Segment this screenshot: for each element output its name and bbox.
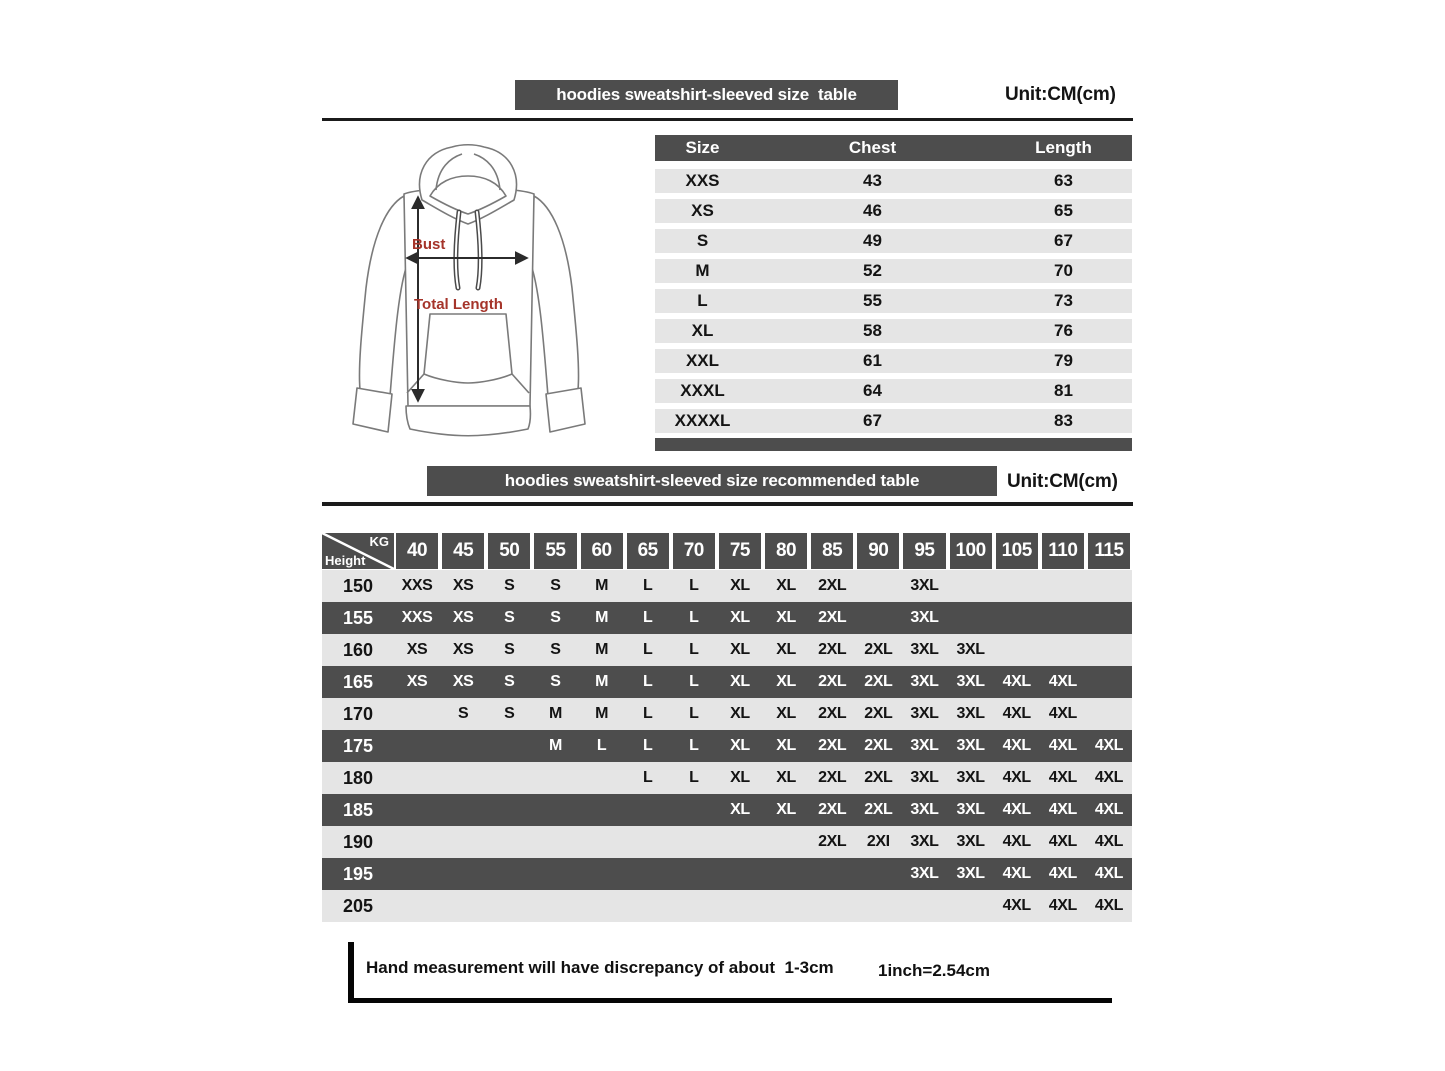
weight-header-cell: 75 [719, 533, 761, 569]
matrix-size-cell: 2XL [864, 673, 893, 690]
size-table-cell: XXS [685, 171, 720, 190]
matrix-size-cell: XL [776, 673, 796, 690]
footnote-underline [348, 998, 1112, 1003]
matrix-size-cell: XS [452, 673, 474, 690]
kg-axis-label: KG [369, 534, 389, 549]
weight-header-cell: 100 [950, 533, 992, 569]
size-table-cell: 67 [1054, 231, 1073, 250]
matrix-row [322, 730, 1132, 762]
matrix-size-cell: S [550, 609, 561, 626]
matrix-size-cell: 4XL [1002, 865, 1031, 882]
matrix-size-cell: 3XL [956, 865, 985, 882]
size-table-cell: XXXXL [674, 411, 731, 430]
size-table-cell: 83 [1054, 411, 1073, 430]
matrix-size-cell: L [643, 705, 653, 722]
weight-header-cell: 70 [673, 533, 715, 569]
matrix-size-cell: XL [776, 609, 796, 626]
matrix-header [322, 533, 1132, 569]
matrix-size-cell: XL [776, 769, 796, 786]
matrix-size-cell: L [596, 737, 607, 754]
weight-header-cell: 55 [534, 533, 576, 569]
matrix-size-cell: S [504, 641, 515, 658]
matrix-size-cell: 3XL [910, 641, 939, 658]
matrix-size-cell: 3XL [956, 737, 985, 754]
matrix-size-cell: 2XI [866, 833, 890, 850]
size-table [655, 135, 1132, 451]
matrix-size-cell: 3XL [910, 865, 939, 882]
matrix-size-cell: XL [730, 577, 750, 594]
size-table-cell: 61 [863, 351, 882, 370]
matrix-size-cell: L [689, 737, 699, 754]
matrix-row [322, 602, 1132, 634]
matrix-size-cell: 3XL [910, 801, 939, 818]
size-table-cell: 70 [1054, 261, 1073, 280]
size-table-cell: 55 [863, 291, 882, 310]
matrix-size-cell: M [548, 737, 562, 754]
matrix-size-cell: XXS [401, 577, 433, 594]
size-table-title: hoodies sweatshirt-sleeved size table [556, 85, 857, 104]
size-table-cell: 76 [1054, 321, 1073, 340]
matrix-size-cell: 3XL [910, 769, 939, 786]
matrix-size-cell: 2XL [818, 641, 847, 658]
size-table-header [655, 135, 1132, 161]
matrix-size-cell: 2XL [864, 769, 893, 786]
matrix-height-cell: 205 [342, 895, 374, 916]
matrix-size-cell: 4XL [1094, 769, 1124, 786]
size-table-cell: 73 [1054, 291, 1073, 310]
matrix-size-cell: L [689, 609, 699, 626]
middle-divider [322, 502, 1133, 506]
hoodie-cuff-right [546, 388, 585, 432]
matrix-size-cell: L [643, 641, 653, 658]
weight-header-cell: 65 [627, 533, 669, 569]
size-table-cell: 58 [863, 321, 882, 340]
matrix-size-cell: S [504, 673, 515, 690]
matrix-size-cell: 4XL [1002, 833, 1031, 850]
matrix-size-cell: 4XL [1094, 865, 1124, 882]
matrix-size-cell: XS [452, 609, 474, 626]
matrix-size-cell: 2XL [864, 641, 893, 658]
size-table-cell: 43 [863, 171, 882, 190]
matrix-size-cell: XS [406, 673, 428, 690]
matrix-size-cell: M [595, 609, 609, 626]
matrix-size-cell: 4XL [1094, 897, 1124, 914]
size-table-cell: XXL [685, 351, 720, 370]
inch-conversion-note: 1inch=2.54cm [878, 961, 990, 980]
matrix-size-cell: 2XL [864, 737, 893, 754]
weight-header-cell: 45 [442, 533, 484, 569]
top-divider [322, 118, 1133, 121]
matrix-size-cell: XL [776, 641, 796, 658]
weight-header-cell: 115 [1088, 533, 1130, 569]
matrix-height-cell: 175 [342, 735, 374, 756]
matrix-row [322, 666, 1132, 698]
matrix-size-cell: M [595, 673, 609, 690]
matrix-size-cell: 3XL [956, 705, 985, 722]
matrix-size-cell: 2XL [818, 577, 847, 594]
matrix-size-cell: 4XL [1002, 705, 1031, 722]
size-table-cell: 46 [863, 201, 882, 220]
matrix-row [322, 890, 1132, 922]
size-table-row [655, 409, 1132, 433]
size-table-title-bar [515, 80, 898, 110]
matrix-size-cell: XL [730, 609, 750, 626]
weight-header-cell: 60 [581, 533, 623, 569]
matrix-row [322, 570, 1132, 602]
size-table-cell: 64 [863, 381, 882, 400]
matrix-size-cell: 2XL [818, 833, 847, 850]
matrix-size-cell: XL [776, 737, 796, 754]
matrix-size-cell: L [689, 705, 699, 722]
matrix-size-cell: 3XL [910, 577, 939, 594]
matrix-size-cell: S [504, 577, 515, 594]
matrix-size-cell: 4XL [1048, 801, 1077, 818]
matrix-height-cell: 150 [342, 575, 374, 596]
matrix-size-cell: 3XL [956, 641, 985, 658]
matrix-size-cell: 2XL [864, 705, 893, 722]
weight-header-cell: 80 [765, 533, 807, 569]
matrix-size-cell: S [504, 705, 515, 722]
matrix-size-cell: L [689, 641, 699, 658]
matrix-size-cell: M [595, 577, 609, 594]
size-header-cell: Chest [848, 138, 897, 157]
weight-header-cell: 95 [903, 533, 945, 569]
matrix-size-cell: XS [406, 641, 428, 658]
matrix-size-cell: 4XL [1002, 897, 1031, 914]
matrix-size-cell: 4XL [1048, 897, 1077, 914]
matrix-size-cell: 3XL [910, 673, 939, 690]
matrix-size-cell: M [595, 641, 609, 658]
size-table-cell: 49 [863, 231, 882, 250]
matrix-size-cell: 2XL [818, 609, 847, 626]
matrix-size-cell: 4XL [1048, 833, 1077, 850]
size-table-cell: M [695, 261, 710, 280]
unit-label-top: Unit:CM(cm) [1005, 84, 1116, 105]
total-length-label: Total Length [414, 296, 503, 313]
matrix-size-cell: 4XL [1094, 737, 1124, 754]
matrix-height-cell: 195 [342, 863, 374, 884]
matrix-height-cell: 180 [342, 767, 374, 788]
height-axis-label: Height [325, 553, 366, 568]
matrix-size-cell: 2XL [818, 769, 847, 786]
matrix-row [322, 858, 1132, 890]
matrix-size-cell: 3XL [910, 609, 939, 626]
matrix-size-cell: 3XL [910, 833, 939, 850]
matrix-size-cell: S [550, 641, 561, 658]
matrix-size-cell: S [550, 577, 561, 594]
matrix-size-cell: M [548, 705, 562, 722]
weight-header-cell: 85 [811, 533, 853, 569]
matrix-weight-headers [394, 533, 1132, 569]
matrix-size-cell: 2XL [818, 673, 847, 690]
hoodie-sleeve-right-outline [530, 196, 579, 396]
matrix-size-cell: 4XL [1002, 673, 1031, 690]
size-table-row [655, 259, 1132, 283]
size-table-row [655, 319, 1132, 343]
recommended-table-title-bar [427, 466, 997, 496]
matrix-size-cell: L [689, 673, 699, 690]
matrix-size-cell: L [689, 577, 699, 594]
matrix-size-cell: XXS [401, 609, 433, 626]
weight-header-cell: 50 [488, 533, 530, 569]
matrix-size-cell: 2XL [864, 801, 893, 818]
hoodie-hem-band [406, 406, 530, 436]
matrix-size-cell: 2XL [818, 737, 847, 754]
matrix-size-cell: L [689, 769, 699, 786]
matrix-size-cell: L [643, 673, 653, 690]
size-table-row [655, 289, 1132, 313]
size-table-body [655, 169, 1132, 433]
matrix-size-cell: 4XL [1002, 801, 1031, 818]
size-table-cell: XS [691, 201, 714, 220]
matrix-size-cell: XS [452, 641, 474, 658]
matrix-size-cell: 2XL [818, 705, 847, 722]
matrix-size-cell: XL [776, 801, 796, 818]
weight-header-cell: 105 [996, 533, 1038, 569]
bust-label: Bust [412, 236, 446, 253]
size-table-cell: XXXL [680, 381, 725, 400]
size-table-cell: 67 [863, 411, 882, 430]
matrix-size-cell: 3XL [956, 833, 985, 850]
size-table-row [655, 379, 1132, 403]
matrix-row [322, 762, 1132, 794]
size-table-row [655, 349, 1132, 373]
recommended-matrix-table [322, 533, 1132, 922]
matrix-size-cell: 4XL [1048, 705, 1077, 722]
size-table-row [655, 169, 1132, 193]
matrix-size-cell: 3XL [956, 673, 985, 690]
matrix-row [322, 794, 1132, 826]
size-table-cell: 65 [1054, 201, 1073, 220]
size-table-cell: 52 [863, 261, 882, 280]
matrix-height-cell: 160 [342, 639, 374, 660]
size-table-cell: 79 [1054, 351, 1073, 370]
hoodie-drawing [328, 138, 610, 458]
matrix-size-cell: XL [730, 737, 750, 754]
size-table-row [655, 229, 1132, 253]
footnote-left-bar [348, 942, 354, 1003]
matrix-row [322, 634, 1132, 666]
matrix-size-cell: S [504, 609, 515, 626]
matrix-size-cell: XL [730, 769, 750, 786]
size-table-row [655, 199, 1132, 223]
matrix-size-cell: 3XL [956, 769, 985, 786]
matrix-height-cell: 165 [342, 671, 374, 692]
weight-header-cell: 110 [1042, 533, 1084, 569]
size-header-cell: Length [1035, 138, 1092, 157]
matrix-body [322, 570, 1132, 922]
matrix-height-cell: 190 [342, 831, 374, 852]
matrix-size-cell: XL [776, 705, 796, 722]
matrix-size-cell: 3XL [956, 801, 985, 818]
matrix-height-cell: 155 [342, 607, 374, 628]
matrix-size-cell: 4XL [1048, 673, 1077, 690]
matrix-size-cell: L [643, 609, 653, 626]
size-header-cell: Size [685, 138, 720, 157]
size-table-cell: S [696, 231, 709, 250]
hoodie-cuff-left [353, 388, 392, 432]
size-table-cell: L [697, 291, 708, 310]
weight-header-cell: 90 [857, 533, 899, 569]
matrix-size-cell: 4XL [1002, 737, 1031, 754]
matrix-size-cell: XL [730, 705, 750, 722]
matrix-size-cell: 4XL [1048, 769, 1077, 786]
hoodie-sleeve-left-outline [359, 196, 408, 396]
matrix-size-cell: 4XL [1048, 737, 1077, 754]
matrix-size-cell: L [643, 737, 653, 754]
recommended-table-title: hoodies sweatshirt-sleeved size recommended table [504, 471, 920, 490]
matrix-size-cell: XL [776, 577, 796, 594]
size-table-cell: 63 [1054, 171, 1073, 190]
matrix-corner-cell [322, 533, 394, 569]
size-table-cell: 81 [1054, 381, 1073, 400]
weight-header-cell: 40 [396, 533, 438, 569]
hoodie-pocket [424, 314, 512, 383]
matrix-size-cell: XL [730, 641, 750, 658]
matrix-size-cell: XS [452, 577, 474, 594]
size-table-cell: XL [691, 321, 714, 340]
matrix-height-cell: 170 [342, 703, 374, 724]
matrix-row [322, 826, 1132, 858]
measurement-note: Hand measurement will have discrepancy of about 1-3cm [366, 958, 834, 977]
matrix-size-cell: XL [730, 801, 750, 818]
unit-label-bottom: Unit:CM(cm) [1007, 471, 1118, 492]
size-table-footer-bar [655, 438, 1132, 451]
matrix-size-cell: 4XL [1094, 833, 1124, 850]
matrix-size-cell: M [595, 705, 609, 722]
matrix-size-cell: L [643, 769, 653, 786]
matrix-size-cell: L [643, 577, 653, 594]
matrix-size-cell: 4XL [1094, 801, 1124, 818]
matrix-height-cell: 185 [342, 799, 374, 820]
matrix-size-cell: 2XL [818, 801, 847, 818]
matrix-size-cell: 4XL [1048, 865, 1077, 882]
matrix-size-cell: 4XL [1002, 769, 1031, 786]
matrix-row [322, 698, 1132, 730]
matrix-size-cell: 3XL [910, 737, 939, 754]
matrix-size-cell: XL [730, 673, 750, 690]
matrix-size-cell: S [550, 673, 561, 690]
matrix-size-cell: 3XL [910, 705, 939, 722]
matrix-size-cell: S [458, 705, 469, 722]
